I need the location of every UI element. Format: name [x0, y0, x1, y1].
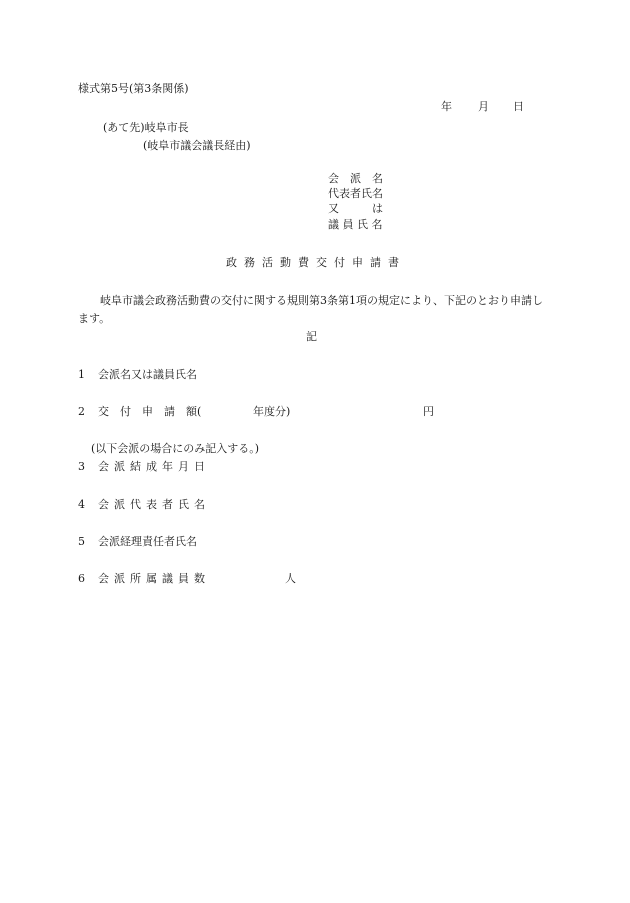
date-day-label: 日 — [513, 100, 524, 113]
item-6 — [78, 572, 210, 586]
item-5 — [78, 535, 197, 549]
date-year-label: 年 — [441, 100, 452, 113]
body-paragraph: 岐阜市議会政務活動費の交付に関する規則第3条第1項の規定により、下記のとおり申請します。 — [78, 294, 543, 325]
item-5-label: 会派経理責任者氏名 — [98, 535, 197, 548]
item-2-label: 交 付 申 請 額( — [98, 405, 202, 418]
item-2-yen-unit: 円 — [423, 405, 434, 418]
item-4 — [78, 498, 210, 512]
item-2-fiscal-year: 年度分) — [253, 405, 291, 418]
item-6-label: 会派所属議員数 — [98, 572, 210, 585]
item-3 — [78, 460, 210, 474]
item-4-label: 会派代表者氏名 — [98, 498, 210, 511]
item-3-label: 会派結成年月日 — [98, 460, 210, 473]
document-title: 政務活動費交付申請書 — [226, 256, 406, 269]
date-month-label: 月 — [478, 100, 489, 113]
item-2 — [78, 405, 201, 419]
member-name-label: 議 員 氏 名 — [328, 218, 383, 231]
item-6-number: 6 — [78, 572, 85, 585]
item-2-number: 2 — [78, 405, 85, 418]
item-3-number: 3 — [78, 460, 85, 473]
or-label: 又 は — [328, 202, 383, 215]
via-chairman: (岐阜市議会議長経由) — [143, 139, 251, 152]
item-4-number: 4 — [78, 498, 85, 511]
representative-label: 代表者氏名 — [328, 187, 383, 200]
item-5-number: 5 — [78, 535, 85, 548]
ki-heading: 記 — [306, 330, 317, 343]
item-6-unit: 人 — [285, 572, 296, 585]
item-1-label: 会派名又は議員氏名 — [98, 368, 197, 381]
item-1-number: 1 — [78, 368, 85, 381]
addressee: (あて先)岐阜市長 — [103, 121, 189, 134]
item-1 — [78, 368, 197, 382]
faction-only-note: (以下会派の場合にのみ記入する。) — [91, 442, 260, 455]
faction-name-label: 会 派 名 — [328, 172, 383, 185]
form-number: 様式第5号(第3条関係) — [78, 82, 189, 95]
